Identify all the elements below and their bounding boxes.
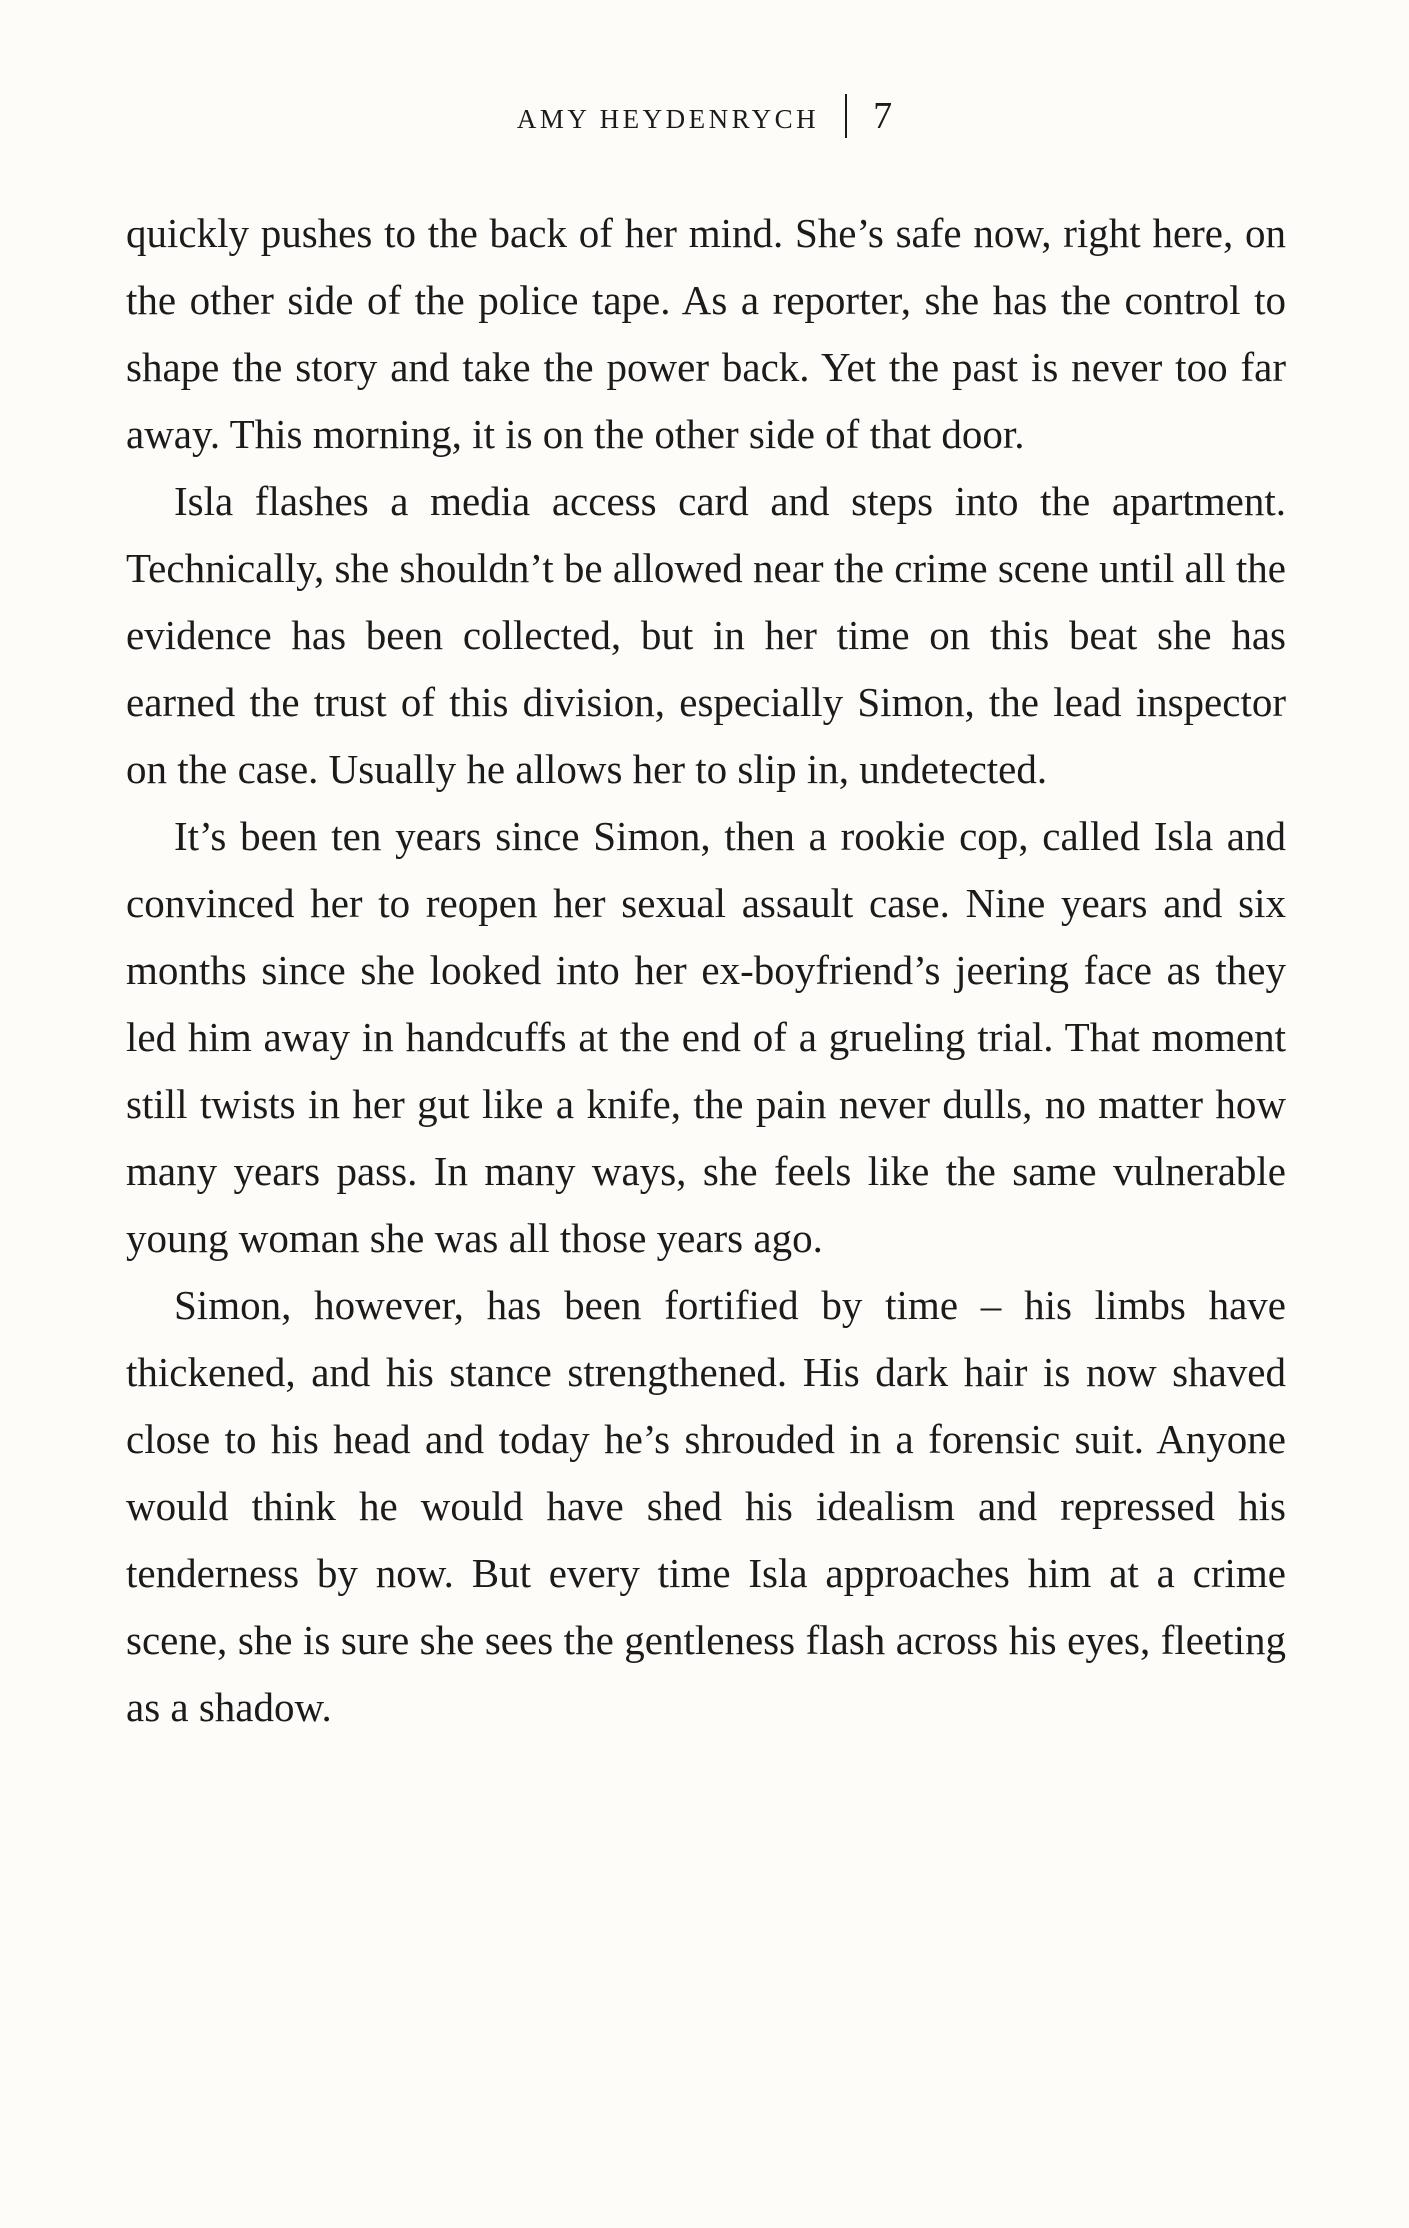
paragraph: Isla flashes a media access card and steps into the apartment. Technically, she shouldn’t be allowed near the crime scene until all the evidence has been collected, but in her time on this beat she has earned the trust of this division, especially Simon, the lead inspector on the case. Usually he allows her to slip in, undetected. [126, 478, 1286, 792]
paragraph: It’s been ten years since Simon, then a rookie cop, called Isla and convinced her to reopen her sexual assault case. Nine years and six months since she looked into her ex-boyfriend’s jeering face as they led him away in handcuffs at the end of a grueling trial. That moment still twists in her gut like a knife, the pain never dulls, no matter how many years pass. In many ways, she feels like the same vulnerable young woman she was all those years ago. [126, 813, 1286, 1261]
paragraph: quickly pushes to the back of her mind. She’s safe now, right here, on the other side of the police tape. As a reporter, she has the control to shape the story and take the power back. Yet the past is never too far away. This morning, it is on the other side of that door. [126, 210, 1286, 457]
header-separator [845, 94, 847, 138]
running-header [0, 92, 1409, 143]
page-number: 7 [873, 95, 893, 137]
author-name: AMY HEYDENRYCH [516, 104, 820, 134]
paragraph: Simon, however, has been fortified by time – his limbs have thickened, and his stance strengthened. His dark hair is now shaved close to his head and today he’s shrouded in a forensic suit. Anyone would think he would have shed his idealism and repressed his tenderness by now. But every time Isla approaches him at a crime scene, she is sure she sees the gentleness flash across his eyes, fleeting as a shadow. [126, 1282, 1286, 1730]
body-text [126, 200, 1286, 1741]
